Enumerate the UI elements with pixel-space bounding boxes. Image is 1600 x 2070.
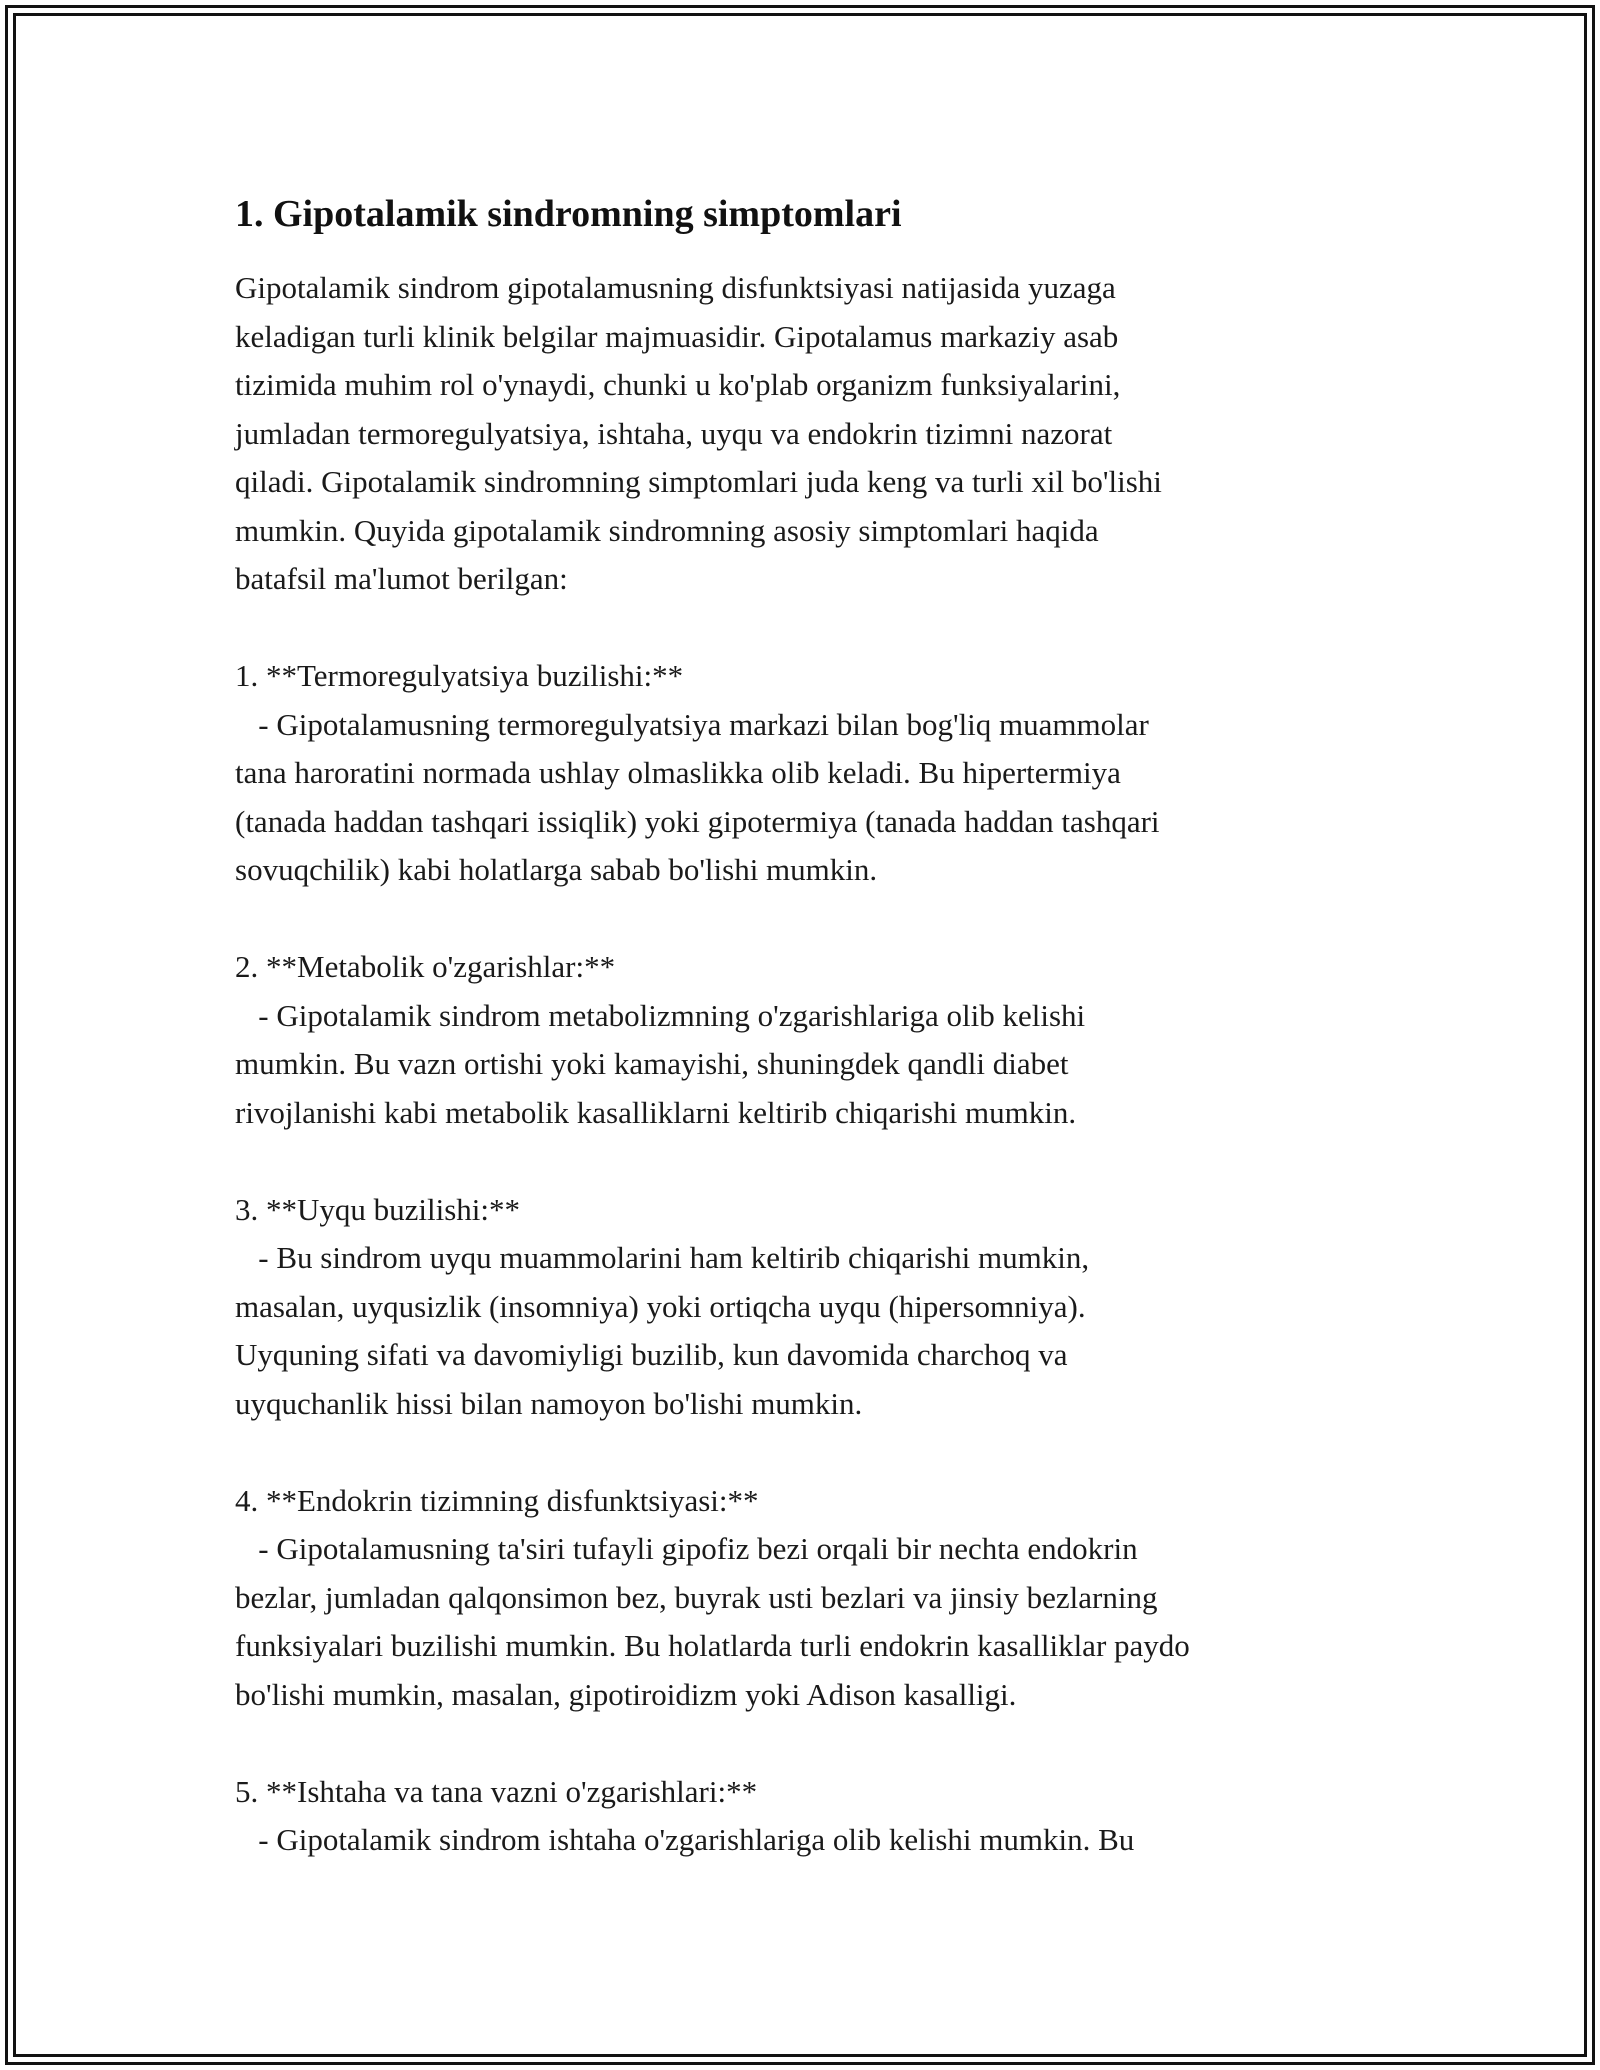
document-body: Gipotalamik sindrom gipotalamusning disfunktsiyasi natijasida yuzaga keladigan turli klinik belgilar majmuasidir. Gipotalamus markaziy asab tizimida muhim rol o'ynaydi, chunki u ko'plab organizm funksiyalarini, jumladan termoregulyatsiya, ishtaha, uyqu va endokrin tizimni nazorat qiladi. Gipotalamik sindromning simptomlari juda keng va turli xil bo'lishi mumkin. Quyida gipotalamik sindromning asosiy simptomlari haqida batafsil ma'lumot berilgan: 1. **Termoregulyatsiya buzilishi:** - Gipotalamusning termoregulyatsiya markazi bilan bog'liq muammolar tana haroratini normada ushlay olmaslikka olib keladi. Bu hipertermiya (tanada haddan tashqari issiqlik) yoki gipotermiya (tanada haddan tashqari sovuqchilik) kabi holatlarga sabab bo'lishi mumkin. 2. **Metabolik o'zgarishlar:** - Gipotalamik sindrom metabolizmning o'zgarishlariga olib kelishi mumkin. Bu vazn ortishi yoki kamayishi, shuningdek qandli diabet rivojlanishi kabi metabolik kasalliklarni keltirib chiqarishi mumkin. 3. **Uyqu buzilishi:** - Bu sindrom uyqu muammolarini ham keltirib chiqarishi mumkin, masalan, uyqusizlik (insomniya) yoki ortiqcha uyqu (hipersomniya). Uyquning sifati va davomiyligi buzilib, kun davomida charchoq va uyquchanlik hissi bilan namoyon bo'lishi mumkin. 4. **Endokrin tizimning disfunktsiyasi:** - Gipotalamusning ta'siri tufayli gipofiz bezi orqali bir nechta endokrin bezlar, jumladan qalqonsimon bez, buyrak usti bezlari va jinsiy bezlarning funksiyalari buzilishi mumkin. Bu holatlarda turli endokrin kasalliklar paydo bo'lishi mumkin, masalan, gipotiroidizm yoki Adison kasalligi. 5. **Ishtaha va tana vazni o'zgarishlari:** - Gipotalamik sindrom ishtaha o'zgarishlariga olib kelishi mumkin. Bu — [235, 270, 1190, 1857]
document-title: 1. Gipotalamik sindromning simptomlari — [235, 193, 902, 235]
document-content — [235, 190, 1375, 1865]
